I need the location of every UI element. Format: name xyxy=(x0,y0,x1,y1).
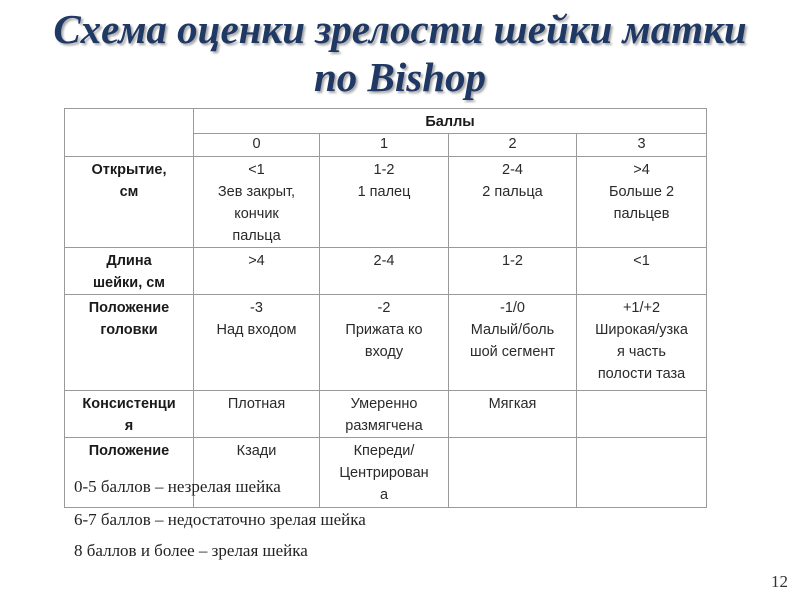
cell-line: размягчена xyxy=(345,418,423,434)
table-row xyxy=(65,248,707,295)
table-cell xyxy=(194,295,320,391)
cell-line: -3 xyxy=(250,300,263,316)
table-row xyxy=(65,295,707,391)
table-cell xyxy=(320,295,449,391)
scale-line-immature: 0-5 баллов – незрелая шейка xyxy=(74,477,281,496)
table-cell-empty xyxy=(577,438,707,508)
cell-line: 1-2 xyxy=(373,162,395,178)
cell-line: Малый/боль xyxy=(470,322,555,338)
cell-line: -1/0 xyxy=(500,300,525,316)
cell-line: <1 xyxy=(633,253,650,269)
table-cell xyxy=(449,295,577,391)
cell-line: полости таза xyxy=(597,366,686,382)
cell-line: +1/+2 xyxy=(622,300,661,316)
cell-line: Прижата ко xyxy=(345,322,423,338)
row-label-line: я xyxy=(124,418,134,434)
row-label-line: головки xyxy=(100,322,158,338)
cell-line: 1 палец xyxy=(357,184,411,200)
table-cell xyxy=(194,248,320,295)
cell-line: >4 xyxy=(633,162,650,178)
table-header-scores: Баллы xyxy=(194,109,707,134)
table-cell xyxy=(320,157,449,248)
cell-line: 1-2 xyxy=(502,253,523,269)
cell-line: я часть xyxy=(617,344,666,360)
table-cell xyxy=(320,391,449,438)
row-label-line: см xyxy=(119,184,139,200)
cell-line: <1 xyxy=(248,162,265,178)
cell-line: Центрирован xyxy=(339,465,429,481)
table-corner-cell xyxy=(65,109,194,157)
row-label-line: шейки, см xyxy=(92,275,166,291)
row-label-head-station xyxy=(65,295,194,391)
row-label-line: Положение xyxy=(88,443,170,459)
table-cell-empty xyxy=(577,391,707,438)
row-label-line: Открытие, xyxy=(91,162,167,178)
cell-line: Больше 2 xyxy=(608,184,675,200)
bishop-score-table xyxy=(64,108,707,508)
cell-line: пальца xyxy=(232,228,281,244)
table-cell xyxy=(194,438,320,508)
table-cell xyxy=(449,248,577,295)
table-header-row xyxy=(65,109,707,134)
cell-line: Кзади xyxy=(236,443,277,459)
cell-line: Умеренно xyxy=(350,396,418,412)
row-label-length xyxy=(65,248,194,295)
table-row xyxy=(65,157,707,248)
table-cell xyxy=(449,157,577,248)
cell-line: Зев закрыт, xyxy=(217,184,296,200)
slide-title-line-1: Схема оценки зрелости шейки матки xyxy=(53,6,747,52)
page-number: 12 xyxy=(771,572,788,591)
cell-line: Кпереди/ xyxy=(353,443,415,459)
row-label-line: Длина xyxy=(106,253,152,269)
table-cell xyxy=(577,157,707,248)
score-header-cell: 1 xyxy=(320,134,449,157)
cell-line: Мягкая xyxy=(488,396,537,412)
row-label-line: Консистенци xyxy=(82,396,176,412)
table-row xyxy=(65,391,707,438)
score-header-cell: 2 xyxy=(449,134,577,157)
table-cell xyxy=(194,157,320,248)
scale-line-mature: 8 баллов и более – зрелая шейка xyxy=(74,541,308,560)
row-label-line: Положение xyxy=(88,300,170,316)
table-cell xyxy=(449,391,577,438)
table-cell xyxy=(320,438,449,508)
cell-line: Плотная xyxy=(227,396,286,412)
table-cell xyxy=(577,295,707,391)
row-label-consistency xyxy=(65,391,194,438)
cell-line: -2 xyxy=(377,300,391,316)
cell-line: 2 пальца xyxy=(482,184,543,200)
table-cell xyxy=(194,391,320,438)
cell-line: входу xyxy=(364,344,404,360)
cell-line: Над входом xyxy=(216,322,297,338)
score-header-cell: 0 xyxy=(194,134,320,157)
cell-line: шой сегмент xyxy=(469,344,556,360)
slide-title-line-2: по Bishop xyxy=(313,54,487,100)
score-header-cell: 3 xyxy=(577,134,707,157)
row-label-dilation xyxy=(65,157,194,248)
table-cell xyxy=(577,248,707,295)
row-label-position xyxy=(65,438,194,508)
cell-line: 2-4 xyxy=(373,253,395,269)
cell-line: кончик xyxy=(234,206,279,222)
cell-line: пальцев xyxy=(613,206,670,222)
cell-line: >4 xyxy=(248,253,265,269)
cell-line: а xyxy=(379,487,389,503)
table-cell xyxy=(320,248,449,295)
scale-line-insufficient: 6-7 баллов – недостаточно зрелая шейка xyxy=(74,510,366,529)
table-row xyxy=(65,438,707,508)
cell-line: Широкая/узка xyxy=(595,322,688,338)
table-cell-empty xyxy=(449,438,577,508)
cell-line: 2-4 xyxy=(502,162,523,178)
